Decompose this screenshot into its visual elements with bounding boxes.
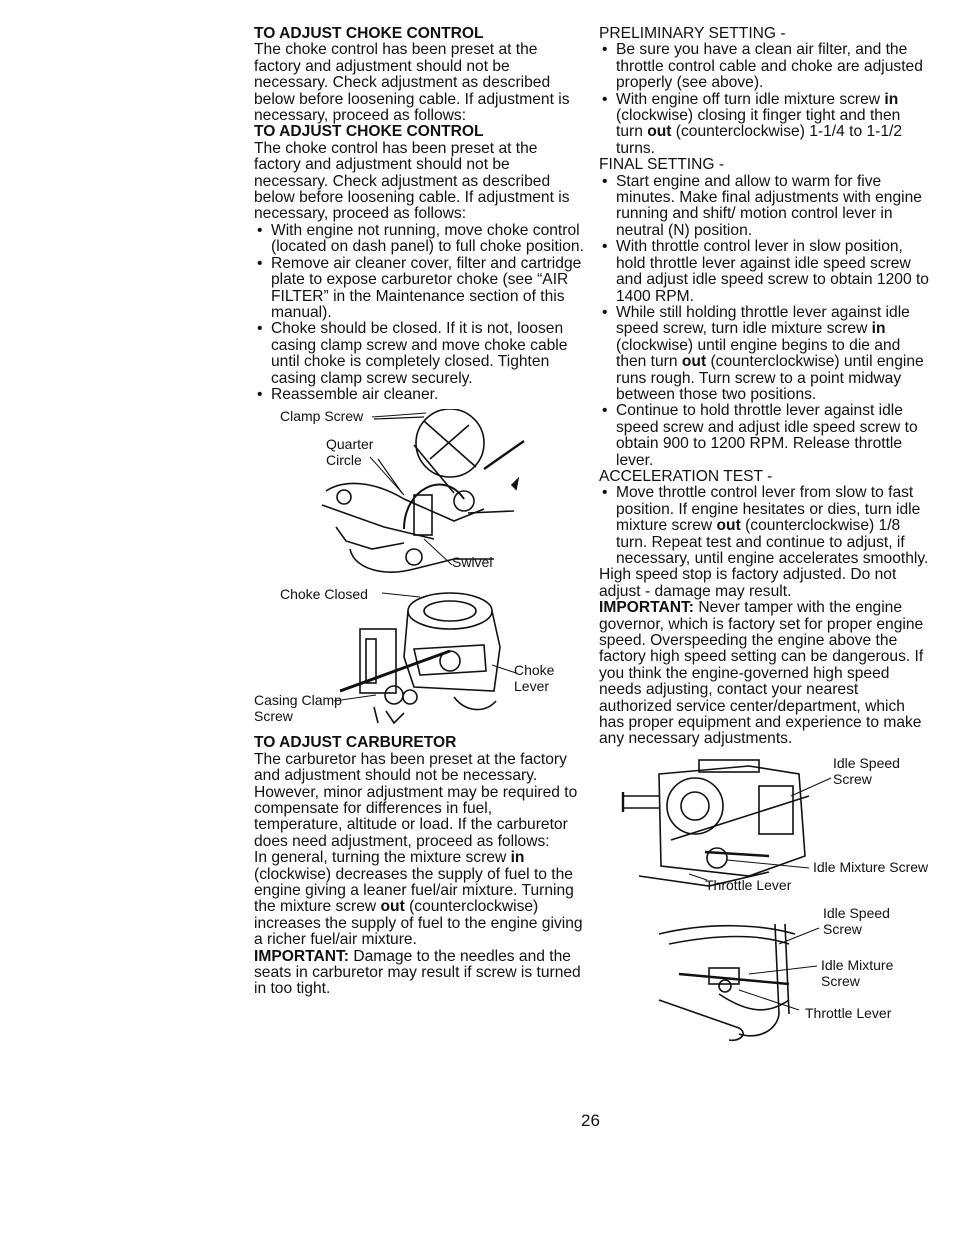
text-run: (clockwise) closing it finger tight and then turn <box>616 107 901 141</box>
text-run: (clockwise) decreases the supply of fuel to the engine giving a leaner fuel/air mixture. Turning the mixture screw <box>254 865 574 916</box>
choke-closed-figure <box>254 587 584 725</box>
choke-step: • Choke should be closed. If it is not, loosen casing clamp screw and move choke cable until choke is completely closed. Tighten casing clamp screw securely. <box>254 321 584 387</box>
preliminary-step <box>599 92 931 158</box>
carburetor-heading: TO ADJUST CARBURETOR <box>254 734 457 752</box>
final-step: • With throttle control lever in slow position, hold throttle lever against idle speed screw and adjust idle speed screw to obtain 1200 to 1400 RPM. <box>599 239 931 305</box>
choke-heading-2: TO ADJUST CHOKE CONTROL <box>254 123 484 141</box>
choke-paragraph-1: The choke control has been preset at the factory and adjustment should not be necessary. Check adjustment as described below before loosening cable. If adjustment is necessary, proceed as follows: <box>254 41 570 125</box>
bold-in: in <box>884 90 899 108</box>
idle-mixture-screw-label-2: Screw <box>821 972 860 989</box>
throttle-lever-label: Throttle Lever <box>805 1004 892 1021</box>
carburetor-important <box>254 949 584 998</box>
casing-clamp-label-2: Screw <box>254 708 293 725</box>
bold-out: out <box>380 898 405 916</box>
text-run: In general, turning the mixture screw <box>254 849 511 867</box>
choke-closed-label: Choke Closed <box>280 586 368 603</box>
final-heading: FINAL SETTING - <box>599 156 725 174</box>
important-text: Never tamper with the engine governor, which is factory set for proper engine speed. Overspeeding the engine above the factory high speed setting can be dangerous. If you think the engine-governed high speed needs adjusting, contact your nearest authorized service center/department, which has proper equipment and experience to make any necessary adjustments. <box>599 599 924 748</box>
idle-speed-screw-label-2: Screw <box>833 770 872 787</box>
quarter-circle-label-1: Quarter <box>326 436 374 453</box>
text-run: (counterclockwise) until engine runs rough. Turn screw to a point midway between those two positions. <box>616 353 924 403</box>
choke-lever-label-2: Lever <box>514 678 550 695</box>
choke-paragraph-2: The choke control has been preset at the factory and adjustment should not be necessary. Check adjustment as described below before loosening cable. If adjustment is necessary, proceed as follows: <box>254 139 570 223</box>
governor-important <box>599 600 931 748</box>
idle-speed-screw-label-1: Idle Speed <box>833 754 900 771</box>
text-run: While still holding throttle lever against idle speed screw, turn idle mixture screw <box>616 303 910 338</box>
choke-step: • Reassemble air cleaner. <box>254 387 584 403</box>
swivel-label: Swivel <box>452 554 493 571</box>
left-column <box>254 26 584 998</box>
bold-out: out <box>647 123 672 141</box>
final-step <box>599 305 931 403</box>
acceleration-step <box>599 485 931 567</box>
carburetor-side-figure <box>599 904 931 1044</box>
important-label: IMPORTANT: <box>254 947 349 965</box>
final-step: • Continue to hold throttle lever against idle speed screw and adjust idle speed screw to obtain 900 to 1200 RPM. Release throttle lever. <box>599 403 931 469</box>
important-text: Damage to the needles and the seats in carburetor may result if screw is turned in too tight. <box>254 947 581 998</box>
idle-mixture-screw-label-1: Idle Mixture <box>821 956 894 973</box>
carburetor-paragraph-1: The carburetor has been preset at the factory and adjustment should not be necessary. However, minor adjustment may be required to compensate for differences in fuel, temperature, altitude or load. If the carburetor does need adjustment, proceed as follows: <box>254 750 578 850</box>
preliminary-heading: PRELIMINARY SETTING - <box>599 25 786 42</box>
text-run: (clockwise) until engine begins to die and then turn <box>616 336 901 371</box>
bold-out: out <box>716 517 741 535</box>
text-run: (counterclockwise) 1/8 turn. Repeat test and continue to adjust, if necessary, until engine accelerates smoothly. <box>616 517 929 567</box>
carburetor-paragraph-2 <box>254 850 584 948</box>
text-run: (counterclockwise) increases the supply of fuel to the engine giving a richer fuel/air mixture. <box>254 898 583 949</box>
clamp-screw-label: Clamp Screw <box>280 408 364 425</box>
text-run: Move throttle control lever from slow to fast position. If engine hesitates or dies, turn idle mixture screw <box>616 484 921 535</box>
choke-linkage-figure <box>254 409 584 587</box>
casing-clamp-label-1: Casing Clamp <box>254 692 342 709</box>
choke-steps-list <box>254 223 584 403</box>
preliminary-step: • Be sure you have a clean air filter, and the throttle control cable and choke are adjusted properly (see above). <box>599 42 931 91</box>
final-list <box>599 174 931 469</box>
choke-lever-label-1: Choke <box>514 662 555 679</box>
choke-linkage-drawing <box>254 409 584 587</box>
high-speed-note: High speed stop is factory adjusted. Do not adjust - damage may result. <box>599 566 897 600</box>
carburetor-side-drawing <box>599 904 931 1044</box>
idle-mixture-screw-label: Idle Mixture Screw <box>813 858 929 875</box>
text-run: With engine off turn idle mixture screw <box>616 90 885 108</box>
final-step: • Start engine and allow to warm for five minutes. Make final adjustments with engine running and shift/ motion control lever in neutral (N) position. <box>599 174 931 240</box>
text-run: (counterclockwise) 1-1/4 to 1-1/2 turns. <box>616 123 902 157</box>
bold-out: out <box>681 353 707 371</box>
bold-in: in <box>510 849 525 867</box>
quarter-circle-label-2: Circle <box>326 452 362 469</box>
acceleration-heading: ACCELERATION TEST - <box>599 467 773 485</box>
choke-heading-1: TO ADJUST CHOKE CONTROL <box>254 25 484 42</box>
choke-step: • With engine not running, move choke control (located on dash panel) to full choke position. <box>254 223 584 256</box>
acceleration-list <box>599 485 931 567</box>
page-number: 26 <box>581 1111 600 1130</box>
choke-step: • Remove air cleaner cover, filter and cartridge plate to expose carburetor choke (see “AIR FILTER” in the Maintenance section of this manual). <box>254 256 584 322</box>
idle-speed-screw-label-1: Idle Speed <box>823 904 890 921</box>
preliminary-list <box>599 42 931 157</box>
throttle-lever-label: Throttle Lever <box>705 876 792 893</box>
idle-speed-screw-label-2: Screw <box>823 920 862 937</box>
carburetor-adjustment-figure <box>599 756 931 900</box>
bold-in: in <box>871 320 886 338</box>
important-label: IMPORTANT: <box>599 599 694 617</box>
right-column <box>599 26 931 1044</box>
